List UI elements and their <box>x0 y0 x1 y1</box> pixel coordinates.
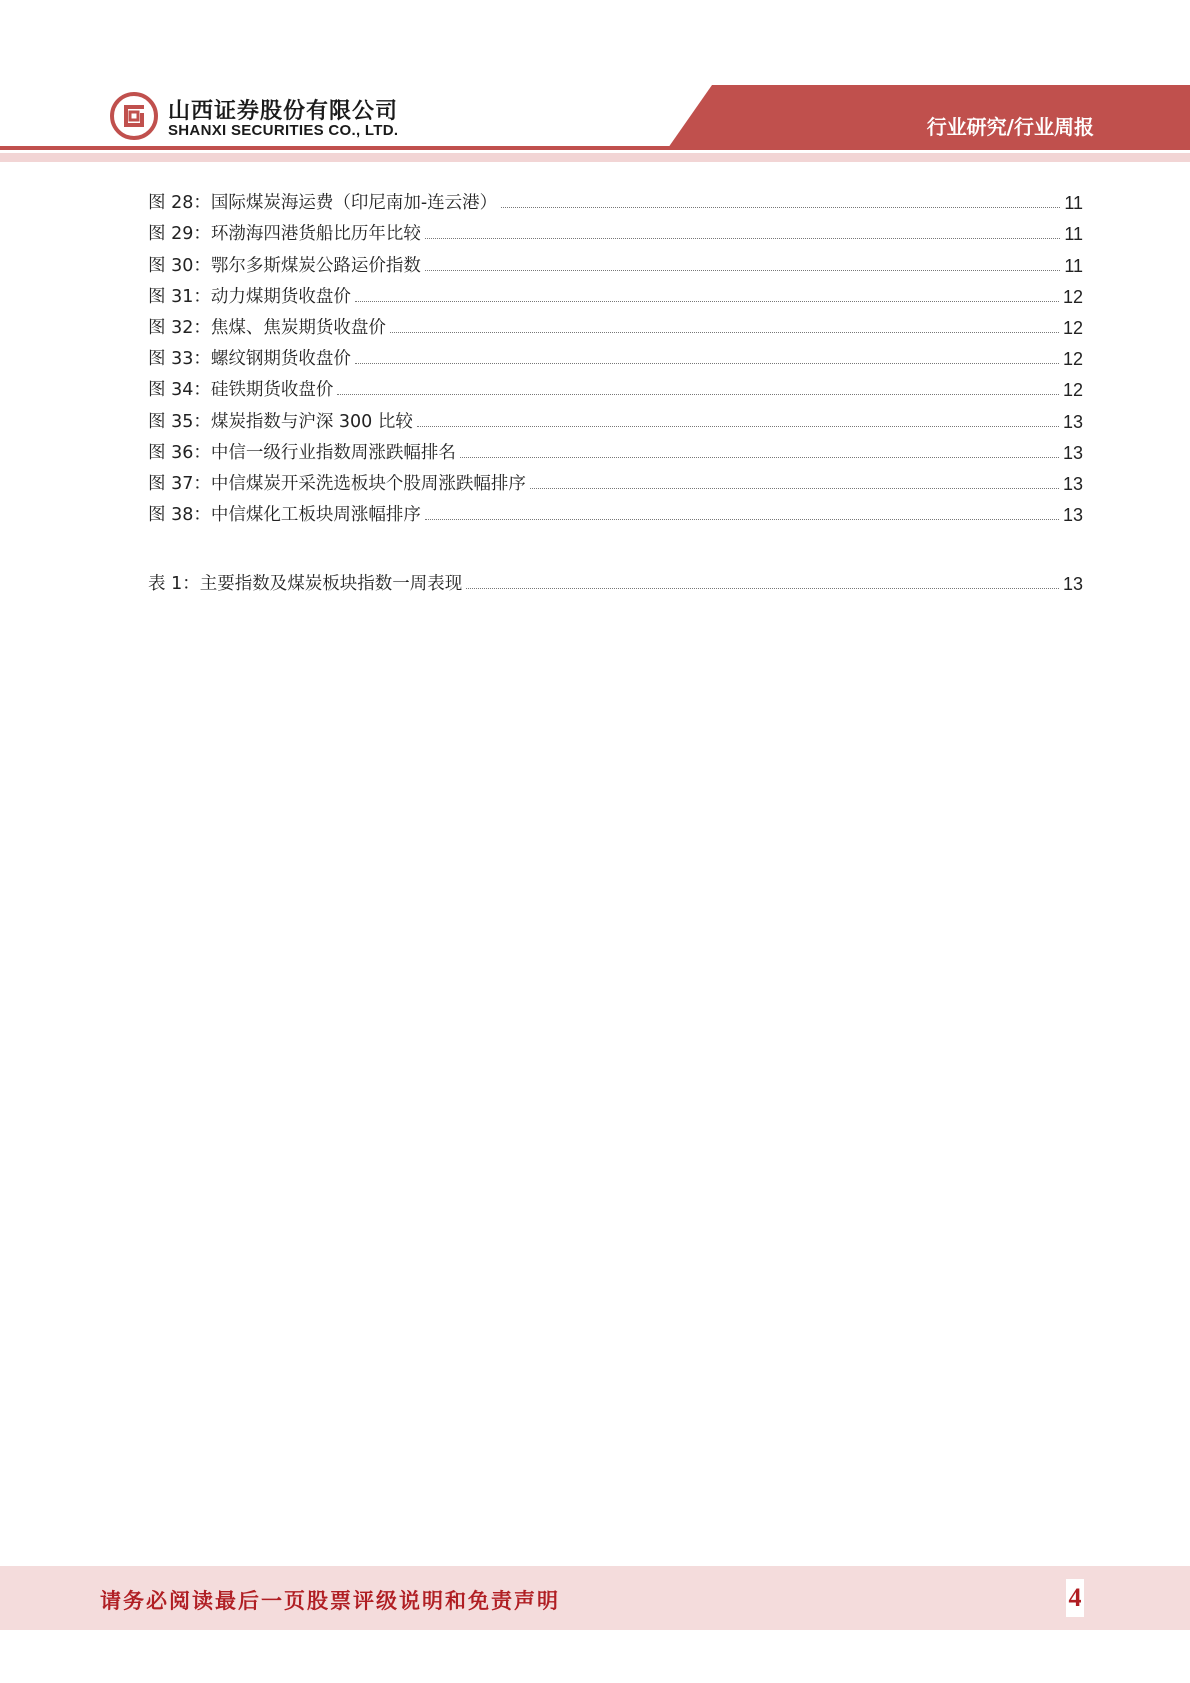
toc-entry[interactable] <box>148 464 1083 495</box>
toc-entry-label[interactable]: 表 1：主要指数及煤炭板块指数一周表现 <box>148 574 463 595</box>
company-name-en: SHANXI SECURITIES CO., LTD. <box>168 122 399 139</box>
toc-entry-label[interactable]: 图 28：国际煤炭海运费（印尼南加-连云港） <box>148 193 498 214</box>
toc-entry-label[interactable]: 图 38：中信煤化工板块周涨幅排序 <box>148 505 421 526</box>
toc-entry-page: 12 <box>1062 286 1083 307</box>
toc-entry[interactable] <box>148 245 1083 276</box>
toc-entry-label[interactable]: 图 36：中信一级行业指数周涨跌幅排名 <box>148 442 456 463</box>
toc-entry-label[interactable]: 图 29：环渤海四港货船比历年比较 <box>148 224 421 245</box>
toc-entry-label[interactable]: 图 35：煤炭指数与沪深 300 比较 <box>148 411 413 432</box>
toc-entry-label[interactable]: 图 30：鄂尔多斯煤炭公路运价指数 <box>148 255 421 276</box>
toc-dot-leader <box>425 519 1059 520</box>
toc-entry[interactable] <box>148 214 1083 245</box>
toc-dot-leader <box>417 426 1059 427</box>
company-name-cn: 山西证券股份有限公司 <box>168 99 399 124</box>
toc-entry-label[interactable]: 图 37：中信煤炭开采洗选板块个股周涨跌幅排序 <box>148 473 526 494</box>
toc-entry[interactable] <box>148 564 1083 595</box>
toc-dot-leader <box>355 301 1059 302</box>
toc-entry-label[interactable]: 图 34：硅铁期货收盘价 <box>148 380 334 401</box>
toc-entry-page: 11 <box>1064 255 1083 276</box>
toc-entry[interactable] <box>148 370 1083 401</box>
toc-dot-leader <box>425 238 1060 239</box>
toc-entry-label[interactable]: 图 32：焦煤、焦炭期货收盘价 <box>148 317 386 338</box>
toc-dot-leader <box>466 588 1059 589</box>
toc-entry[interactable] <box>148 495 1083 526</box>
toc-entry-page: 12 <box>1062 380 1083 401</box>
toc-entry-page: 13 <box>1062 505 1083 526</box>
toc-entry-label[interactable]: 图 33：螺纹钢期货收盘价 <box>148 349 351 370</box>
toc-dot-leader <box>530 488 1059 489</box>
toc-entry-page: 13 <box>1062 574 1083 595</box>
toc-dot-leader <box>390 332 1059 333</box>
toc-entry-page: 11 <box>1064 193 1083 214</box>
toc-dot-leader <box>460 457 1059 458</box>
toc-dot-leader <box>337 394 1059 395</box>
disclaimer-notice: 请务必阅读最后一页股票评级说明和免责声明 <box>100 1588 560 1613</box>
toc-entry[interactable] <box>148 433 1083 464</box>
header-band <box>0 0 1190 165</box>
toc-entry-page: 13 <box>1062 411 1083 432</box>
toc-entry-page: 13 <box>1062 442 1083 463</box>
toc-entry[interactable] <box>148 308 1083 339</box>
page-footer <box>0 1566 1190 1630</box>
toc-figures-list <box>148 183 1083 526</box>
company-logo-icon <box>110 92 158 140</box>
toc-dot-leader <box>355 363 1059 364</box>
toc-dot-leader <box>501 207 1060 208</box>
toc-entry-page: 13 <box>1062 473 1083 494</box>
toc-entry[interactable] <box>148 401 1083 432</box>
page-header <box>0 0 1190 165</box>
report-type-tag: 行业研究/行业周报 <box>926 115 1094 139</box>
toc-entry[interactable] <box>148 339 1083 370</box>
toc-entry[interactable] <box>148 183 1083 214</box>
table-of-contents <box>148 183 1083 595</box>
toc-tables-list <box>148 564 1083 595</box>
page-number: 4 <box>1066 1579 1084 1617</box>
toc-entry-page: 12 <box>1062 317 1083 338</box>
toc-entry[interactable] <box>148 277 1083 308</box>
toc-dot-leader <box>425 270 1060 271</box>
toc-entry-page: 11 <box>1064 224 1083 245</box>
toc-entry-page: 12 <box>1062 349 1083 370</box>
toc-entry-label[interactable]: 图 31：动力煤期货收盘价 <box>148 286 351 307</box>
